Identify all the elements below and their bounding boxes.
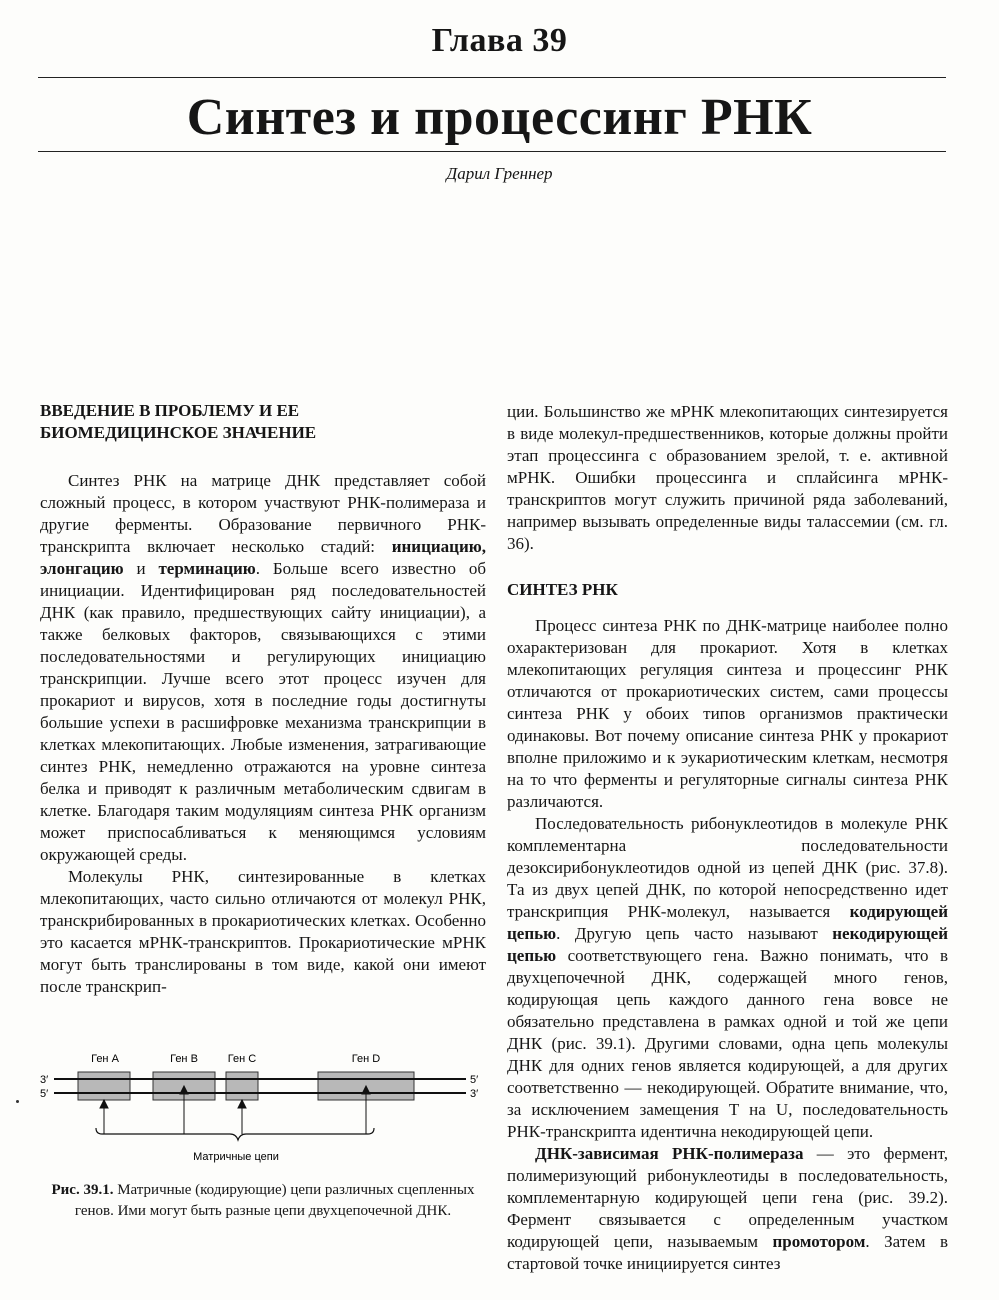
paragraph: Процесс синтеза РНК по ДНК-матрице наиболее полно охарактеризован для прокариот. Хотя в клетках млекопитающих регуляция синтеза и процессинг РНК отличаются от прокариотических систем, сами процессы синтеза РНК у обоих типов организмов практически одинаковы. Вот почему описание синтеза РНК у прокариот вполне приложимо и к эукариотическим клеткам, несмотря на то что ферменты и регуляторные сигналы синтеза РНК различаются. <box>507 616 948 811</box>
right-column <box>507 401 948 1275</box>
section-heading-introduction <box>40 400 486 444</box>
header-rule-bottom <box>38 151 946 152</box>
chapter-author: Дарил Греннер <box>446 164 553 183</box>
term-bold: промотором <box>772 1232 866 1251</box>
strand-end-label: 3′ <box>40 1074 49 1086</box>
arrowhead <box>238 1100 246 1108</box>
paragraph <box>507 1143 948 1275</box>
text-span: . Больше всего известно об инициации. Идентифицирован ряд последовательностей ДНК (как правило, предшествующих сайту инициации), а также белковых факторов, связывающихся с этими последовательностями и регулирующих инициацию транскрипции. Лучше всего этот процесс изучен для прокариот и вирусов, хотя в последние годы достигнуты большие успехи в расшифровке механизма транскрипции в клетках млекопитающих. Любые изменения, затрагивающие синтез РНК, немедленно отражаются на уровне синтеза белка и приводят к различным метаболическим сдвигам в клетке. Благодаря таким модуляциям синтеза РНК организм может приспосабливаться к меняющимся условиям окружающей среды. <box>40 559 486 864</box>
figure-39-1 <box>36 1048 486 1168</box>
figure-caption <box>40 1180 486 1222</box>
term-bold: инициацию, элонгацию <box>40 537 486 578</box>
left-column <box>40 400 486 998</box>
heading-line-2: БИОМЕДИЦИНСКОЕ ЗНАЧЕНИЕ <box>40 423 317 442</box>
text-span: Последовательность рибонуклеотидов в молекуле РНК комплементарна последовательности дезоксирибонуклеотидов одной из цепей ДНК (рис. 37.8). Та из двух цепей ДНК, по которой непосредственно идет транскрипция РНК-молекул, называется <box>507 814 948 921</box>
strand-end-label: 5′ <box>40 1088 49 1100</box>
gene-label: Ген D <box>351 1053 381 1065</box>
heading-line-1: ВВЕДЕНИЕ В ПРОБЛЕМУ И ЕЕ <box>40 401 300 420</box>
header-rule-top <box>38 77 946 78</box>
caption-text: Матричные (кодирующие) цепи различных сцепленных генов. Ими могут быть разные цепи двухцепочечной ДНК. <box>74 1182 475 1219</box>
gene-label: Ген A <box>91 1053 119 1065</box>
gene-c-box <box>226 1072 258 1100</box>
text-span: и <box>123 559 159 578</box>
paragraph-continued: ции. Большинство же мРНК млекопитающих синтезируется в виде молекул-предшественников, которые должны пройти этап процессинга с образованием зрелой, т. е. активной мРНК. Ошибки процессинга и сплайсинга мРНК-транскриптов могут служить причиной ряда заболеваний, например вызывать определенные виды талассемии (см. гл. 36). <box>507 402 948 553</box>
paragraph <box>40 470 486 866</box>
term-bold: некодирующей цепью <box>507 924 948 965</box>
text-span: соответствующего гена. Важно понимать, что в двухцепочечной ДНК, содержащей много генов, кодирующая цепь каждого данного гена вовсе не обязательно представлена в рамках одной и той же цепи ДНК (рис. 39.1). Другими словами, одна цепь молекулы ДНК для одних генов является кодирующей, а для других соответственно — некодирующей. Обратите внимание, что, за исключением замещения T на U, последовательность РНК-транскрипта идентична некодирующей цепи. <box>507 946 948 1141</box>
gene-label: Ген B <box>170 1053 198 1065</box>
bracket <box>96 1128 374 1140</box>
term-bold: терминацию <box>158 559 256 578</box>
scan-speck <box>16 1100 19 1103</box>
term-bold: ДНК-зависимая РНК-полимераза <box>535 1144 804 1163</box>
text-span: Синтез РНК на матрице ДНК представляет собой сложный процесс, в котором участвуют РНК-полимераза и другие ферменты. Образование первичного РНК-транскрипта включает несколько стадий: <box>40 471 486 556</box>
chapter-number: Глава 39 <box>431 22 568 59</box>
text-span: . Другую цепь часто называют <box>556 924 833 943</box>
paragraph: Молекулы РНК, синтезированные в клетках млекопитающих, часто сильно отличаются от молекул РНК, транскрибированных в прокариотических клетках. Особенно это касается мРНК-транскриптов. Прокариотические мРНК могут быть транслированы в том виде, какой они имеют после транскрип- <box>40 867 486 996</box>
strand-end-label: 3′ <box>470 1088 479 1100</box>
text-span: . Затем в стартовой точке инициируется синтез <box>507 1232 948 1273</box>
chapter-title: Синтез и процессинг РНК <box>186 89 813 146</box>
caption-label: Рис. 39.1. <box>51 1182 114 1198</box>
gene-a-box <box>78 1072 130 1100</box>
bracket-label: Матричные цепи <box>193 1151 279 1163</box>
term-bold: кодирующей цепью <box>507 902 948 943</box>
strand-end-label: 5′ <box>470 1074 479 1086</box>
section-heading-rna-synthesis: СИНТЕЗ РНК <box>507 580 618 599</box>
text-span: — это фермент, полимеризующий рибонуклеотиды в последовательность, комплементарную кодирующей цепи гена (рис. 39.2). Фермент связывается с определенным участком кодирующей цепи, называемым <box>507 1144 949 1251</box>
paragraph <box>507 813 948 1143</box>
arrowhead <box>100 1100 108 1108</box>
gene-label: Ген C <box>227 1053 257 1065</box>
